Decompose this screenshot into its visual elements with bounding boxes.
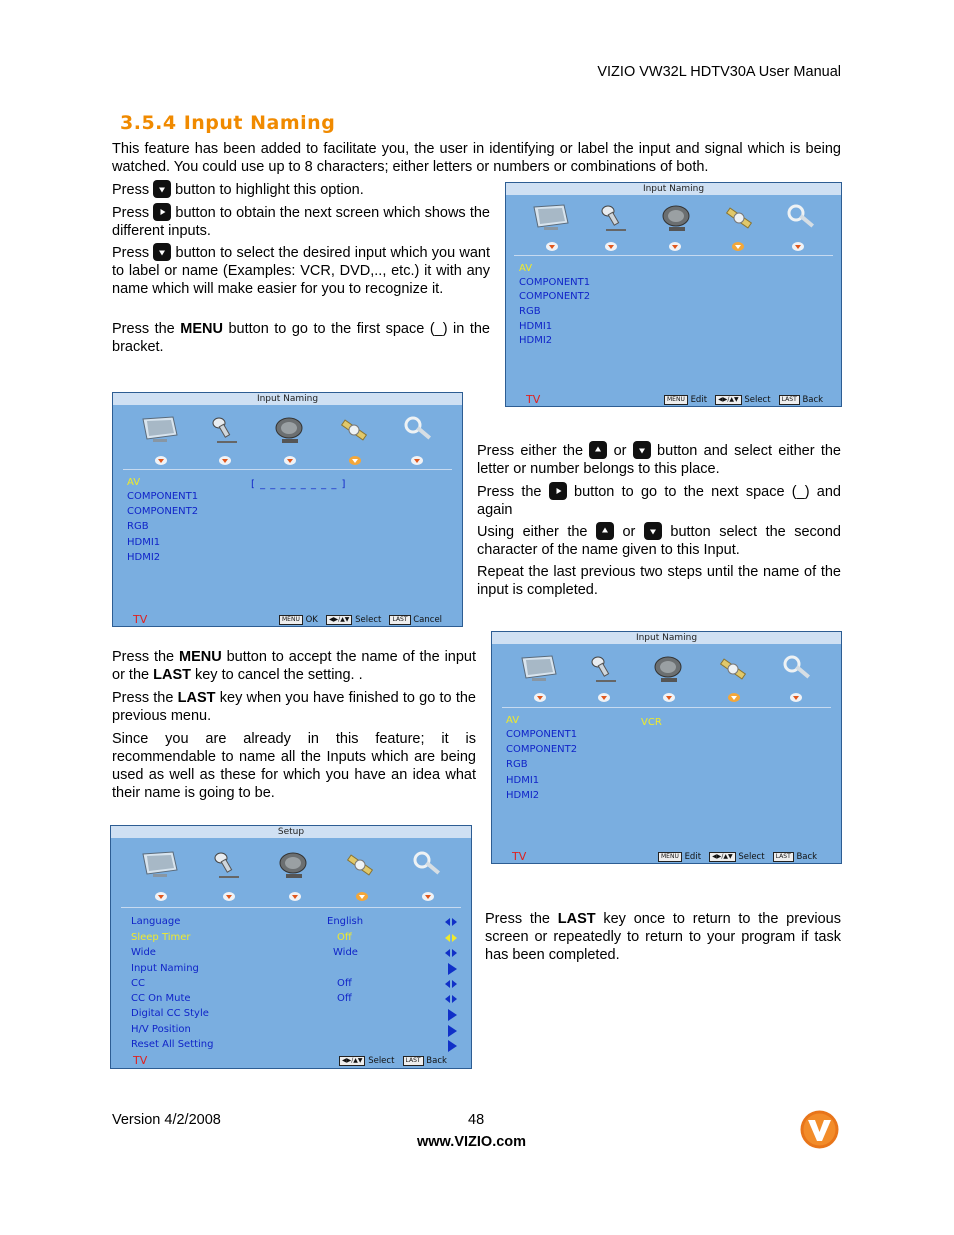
keys-icon	[780, 203, 822, 235]
step-a3: Press button to select the desired input which you want to label or name (Examples: VCR, DVD,.., etc.) it with any name which will make easier for you to recognize it.	[112, 245, 491, 297]
screen-footer: MENU Edit ◀▶/▲▼ Select LAST Back	[658, 852, 817, 862]
input-item[interactable]: HDMI1	[519, 321, 553, 332]
nav-dot-selected-icon	[728, 693, 740, 702]
nav-dot-icon	[790, 693, 802, 702]
tools-icon	[339, 850, 381, 882]
input-item[interactable]: COMPONENT2	[127, 506, 199, 517]
nav-dot-icon	[422, 892, 434, 901]
screen-title: Setup	[111, 826, 471, 838]
right-arrow-icon[interactable]	[446, 1025, 458, 1037]
input-naming-screen-3	[491, 631, 842, 864]
nav-dot-icon	[219, 456, 231, 465]
nav-dot-selected-icon	[349, 456, 361, 465]
input-item[interactable]: RGB	[519, 306, 541, 317]
right-key-icon	[153, 203, 171, 221]
up-key-icon	[596, 522, 614, 540]
step-c3: Since you are already in this feature; it is recommendable to name all the Inputs which are being used as well as these for which you have an idea what their name is going to be.	[112, 731, 476, 801]
satellite-dish-icon	[648, 654, 690, 686]
step-b1: Press either the or button and select either the letter or number belongs to this place.	[477, 443, 841, 477]
tv-set-icon	[530, 201, 572, 233]
input-item[interactable]: RGB	[127, 521, 149, 532]
screen-title: Input Naming	[492, 632, 841, 644]
down-key-icon	[153, 180, 171, 198]
input-item[interactable]: COMPONENT1	[506, 729, 578, 740]
left-right-arrows-icon[interactable]	[445, 994, 457, 1004]
keys-icon	[397, 415, 439, 447]
menu-key-icon: MENU	[279, 615, 303, 625]
nav-dot-icon	[663, 693, 675, 702]
dpad-key-icon: ◀▶/▲▼	[326, 615, 352, 625]
nav-dot-icon	[155, 892, 167, 901]
setup-row-value: Off	[337, 993, 352, 1004]
setup-row-label[interactable]: Sleep Timer	[131, 932, 191, 943]
satellite-dish-icon	[656, 203, 698, 235]
nav-dot-icon	[546, 242, 558, 251]
up-key-icon	[589, 441, 607, 459]
last-key-icon: LAST	[773, 852, 794, 862]
input-item[interactable]: HDMI2	[127, 552, 161, 563]
setup-screen	[110, 825, 472, 1069]
dpad-key-icon: ◀▶/▲▼	[709, 852, 735, 862]
right-key-icon	[549, 482, 567, 500]
screen-title: Input Naming	[506, 183, 841, 195]
divider	[121, 907, 461, 908]
setup-row-label[interactable]: Input Naming	[131, 963, 199, 974]
satellite-dish-icon	[273, 850, 315, 882]
setup-row-label[interactable]: Reset All Setting	[131, 1039, 214, 1050]
last-key-icon: LAST	[389, 615, 410, 625]
dpad-key-icon: ◀▶/▲▼	[339, 1056, 365, 1066]
input-name-value: VCR	[641, 717, 662, 728]
input-item[interactable]: COMPONENT2	[506, 744, 578, 755]
left-right-arrows-icon[interactable]	[445, 948, 457, 958]
nav-dot-icon	[669, 242, 681, 251]
step-b2: Press the button to go to the next space (_) and again	[477, 484, 841, 518]
tv-label: TV	[512, 850, 527, 863]
left-right-arrows-icon[interactable]	[445, 933, 457, 943]
intro-paragraph: This feature has been added to facilitate you, the user in identifying or label the input and signal which is being watched. You could use up to 8 characters; either letters or numbers or combinations of both.	[112, 141, 841, 175]
menu-key-icon: MENU	[664, 395, 688, 405]
setup-row-value: English	[327, 916, 364, 927]
section-title: 3.5.4 Input Naming	[120, 112, 336, 134]
tv-label: TV	[526, 393, 541, 406]
dpad-key-icon: ◀▶/▲▼	[715, 395, 741, 405]
down-key-icon	[633, 441, 651, 459]
step-d1: Press the LAST key once to return to the previous screen or repeatedly to return to your program if task has been completed.	[485, 911, 841, 963]
page-number: 48	[468, 1112, 485, 1128]
screen-footer: MENU OK ◀▶/▲▼ Select LAST Cancel	[279, 615, 442, 625]
left-right-arrows-icon[interactable]	[445, 917, 457, 927]
input-item[interactable]: COMPONENT1	[127, 491, 199, 502]
tools-icon	[333, 415, 375, 447]
setup-row-value: Off	[337, 932, 352, 943]
input-item[interactable]: HDMI1	[506, 775, 540, 786]
setup-row-value: Off	[337, 978, 352, 989]
keys-icon	[776, 654, 818, 686]
down-key-icon	[153, 243, 171, 261]
step-b3: Using either the or button select the second character of the name given to this Input.	[477, 524, 841, 558]
nav-dot-icon	[155, 456, 167, 465]
input-naming-screen-1	[505, 182, 842, 407]
tv-set-icon	[139, 413, 181, 445]
keys-icon	[406, 850, 448, 882]
satellite-dish-icon	[269, 415, 311, 447]
left-right-arrows-icon[interactable]	[445, 979, 457, 989]
screen-title: Input Naming	[113, 393, 462, 405]
input-item[interactable]: HDMI2	[506, 790, 540, 801]
screen-footer: MENU Edit ◀▶/▲▼ Select LAST Back	[664, 395, 823, 405]
camera-icon	[205, 415, 247, 447]
nav-dot-icon	[289, 892, 301, 901]
last-key-icon: LAST	[779, 395, 800, 405]
tv-set-icon	[518, 652, 560, 684]
input-naming-screen-2	[112, 392, 463, 627]
right-arrow-icon[interactable]	[446, 963, 458, 975]
website-link[interactable]: www.VIZIO.com	[417, 1134, 527, 1150]
setup-row-label[interactable]: H/V Position	[131, 1024, 191, 1035]
nav-dot-icon	[223, 892, 235, 901]
camera-icon	[584, 654, 626, 686]
vizio-logo-icon	[800, 1110, 839, 1149]
divider	[123, 469, 452, 470]
divider	[502, 707, 831, 708]
tv-label: TV	[133, 613, 148, 626]
step-c1: Press the MENU button to accept the name of the input or the LAST key to cancel the setting. .	[112, 649, 477, 683]
last-key-icon: LAST	[403, 1056, 424, 1066]
setup-row-value: Wide	[333, 947, 358, 958]
right-arrow-icon[interactable]	[446, 1040, 458, 1052]
name-entry-bracket[interactable]: [ _ _ _ _ _ _ _ _ ]	[251, 479, 347, 490]
tv-set-icon	[139, 848, 181, 880]
down-key-icon	[644, 522, 662, 540]
nav-dot-icon	[605, 242, 617, 251]
step-b4: Repeat the last previous two steps until the name of the input is completed.	[477, 564, 841, 598]
nav-dot-icon	[411, 456, 423, 465]
setup-row-label[interactable]: Digital CC Style	[131, 1008, 209, 1019]
setup-row-label[interactable]: CC On Mute	[131, 993, 191, 1004]
step-c2: Press the LAST key when you have finished to go to the previous menu.	[112, 690, 476, 724]
step-a2: Press button to obtain the next screen which shows the different inputs.	[112, 205, 490, 239]
nav-dot-icon	[598, 693, 610, 702]
tv-label: TV	[133, 1054, 148, 1067]
setup-row-label[interactable]: Wide	[131, 947, 156, 958]
input-item[interactable]: RGB	[506, 759, 528, 770]
setup-row-label[interactable]: CC	[131, 978, 145, 989]
nav-dot-icon	[284, 456, 296, 465]
manual-title: VIZIO VW32L HDTV30A User Manual	[597, 64, 841, 80]
tools-icon	[712, 654, 754, 686]
screen-footer: ◀▶/▲▼ Select LAST Back	[339, 1056, 447, 1066]
input-item[interactable]: COMPONENT1	[519, 277, 591, 288]
step-a4: Press the MENU button to go to the first space (_) in the bracket.	[112, 321, 490, 355]
right-arrow-icon[interactable]	[446, 1009, 458, 1021]
nav-dot-selected-icon	[732, 242, 744, 251]
version-text: Version 4/2/2008	[112, 1112, 221, 1128]
nav-dot-icon	[534, 693, 546, 702]
menu-key-icon: MENU	[658, 852, 682, 862]
input-item[interactable]: HDMI1	[127, 537, 161, 548]
camera-icon	[207, 850, 249, 882]
nav-dot-icon	[792, 242, 804, 251]
input-item[interactable]: AV	[127, 477, 141, 488]
divider	[514, 255, 833, 256]
input-item[interactable]: COMPONENT2	[519, 291, 591, 302]
camera-icon	[594, 203, 636, 235]
input-item[interactable]: AV	[506, 715, 520, 726]
nav-dot-selected-icon	[356, 892, 368, 901]
step-a1: Press button to highlight this option.	[112, 182, 364, 198]
input-item[interactable]: AV	[519, 263, 533, 274]
tools-icon	[718, 203, 760, 235]
input-item[interactable]: HDMI2	[519, 335, 553, 346]
setup-row-label[interactable]: Language	[131, 916, 181, 927]
